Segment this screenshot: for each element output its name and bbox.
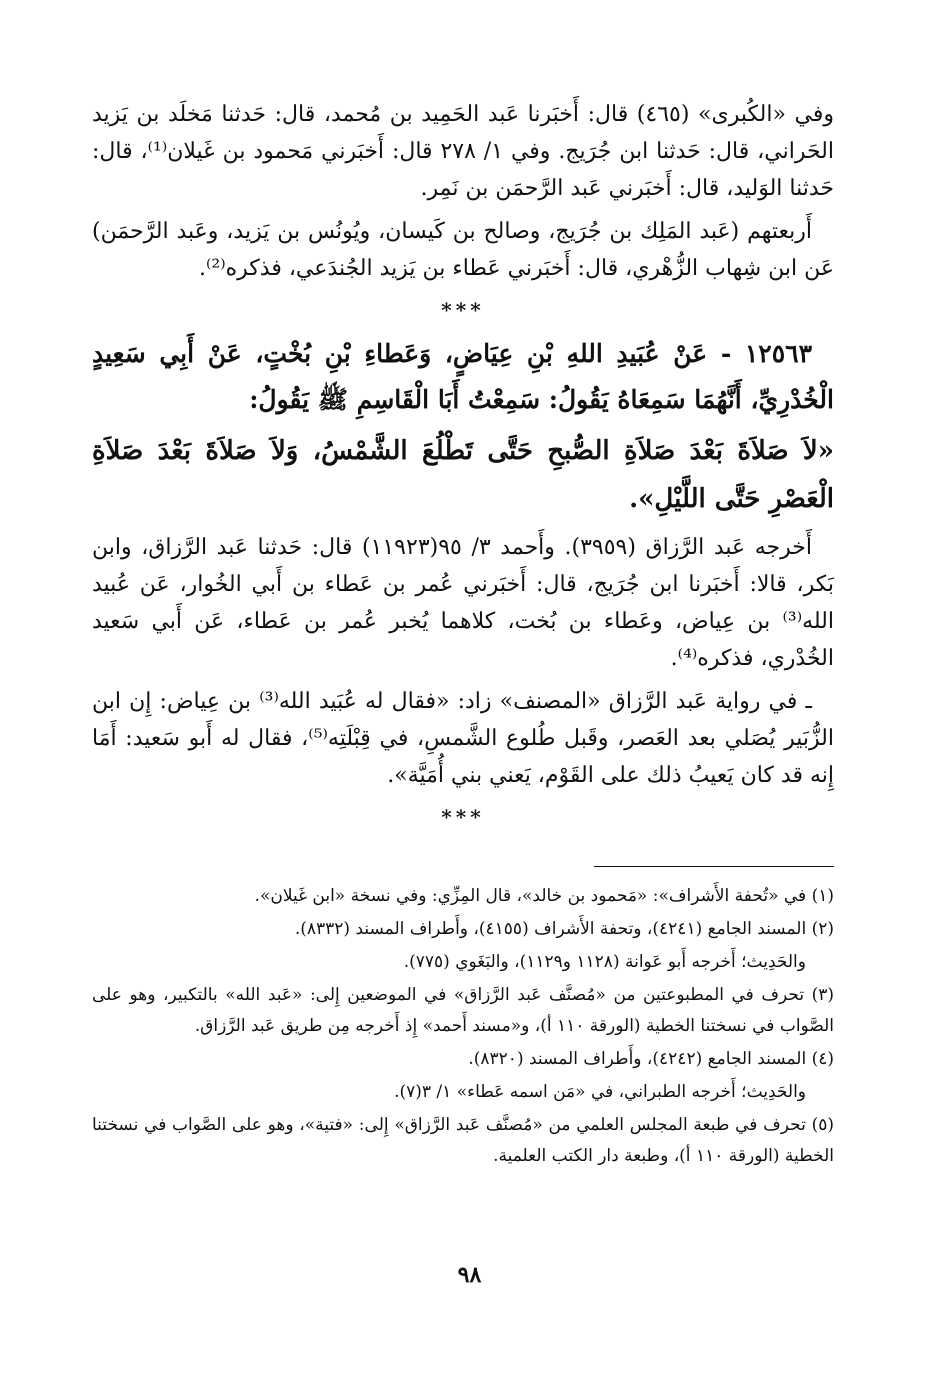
footnote-3: (٣) تحرف في المطبوعتين من «مُصنَّف عَبد الرَّزاق» في الموضعين إِلى: «عَبد الله» بالتكبير، وهو على الصَّواب في نسختنا الخطية (الورقة ١١٠ أ)، و«مسند أَحمد» إِذ أَخرجه مِن طريق عَبد الرَّزاق. [92,985,834,1036]
footnote-divider [594,866,834,867]
page-content [92,96,834,1174]
section-separator: *** [441,805,485,829]
paragraph-takhrij: أَخرجه عَبد الرَّزاق (٣٩٥٩). وأَحمد ٣/ ٩٥(١١٩٢٣) قال: حَدثنا عَبد الرَّزاق، وابن بَكر، قالا: أَخبَرنا ابن جُرَيج، قال: أَخبَرني عُمر بن عَطاء بن أَبي الخُوار، عَن عُبيد الله⁽³⁾ بن عِياض، وعَطاء بن بُخت، كلاهما يُخبر عُمر بن عَطاء، عَن أَبي سَعيد الخُدْري، فذكره⁽⁴⁾. [92,535,834,671]
paragraph-riwaya: ـ في رواية عَبد الرَّزاق «المصنف» زاد: «فقال له عُبَيد الله⁽³⁾ بن عِياض: إِن ابن الزُّبَير يُصَلي بعد العَصر، وقَبل طُلوع الشَّمسِ، في قِبْلَتِه⁽⁵⁾، فقال له أَبو سَعيد: أَمَا إِنه قد كان يَعيبُ ذلك على القَوْم، يَعني بني أُمَيَّة». [92,689,834,788]
footnotes [92,881,834,1172]
footnote-4-continuation: والحَدِيث؛ أَخرجه الطبراني، في «مَن اسمه عَطاء» ١/ ٣(٧). [394,1082,806,1102]
paragraph-isnad-1: وفي «الكُبرى» (٤٦٥) قال: أَخبَرنا عَبد الحَمِيد بن مُحمد، قال: حَدثنا مَخلَد بن يَزيد الحَراني، قال: حَدثنا ابن جُرَيج. وفي ١/ ٢٧٨ قال: أَخبَرني مَحمود بن غَيلان⁽¹⁾، قال: حَدثنا الوَليد، قال: أَخبَرني عَبد الرَّحمَن بن نَمِر. [92,102,834,201]
footnote-1: (١) في «تُحفة الأَشراف»: «مَحمود بن خالد»، قال المِزِّي: وفي نسخة «ابن غَيلان». [254,886,834,906]
page-number: ٩٨ [457,1262,482,1288]
footnote-5: (٥) تحرف في طبعة المجلس العلمي من «مُصنَّف عَبد الرَّزاق» إِلى: «فتية»، وهو على الصَّواب في نسختنا الخطية (الورقة ١١٠ أ)، وطبعة دار الكتب العلمية. [92,1115,834,1166]
footnote-2: (٢) المسند الجامع (٤٢٤١)، وتحفة الأَشراف (٤١٥٥)، وأَطراف المسند (٨٣٣٢). [294,919,834,939]
hadith-text: «لاَ صَلاَةَ بَعْدَ صَلاَةِ الصُّبحِ حَتَّى تَطْلُعَ الشَّمْسُ، وَلاَ صَلاَةَ بَعْدَ صَلاَةِ الْعَصْرِ حَتَّى اللَّيْلِ». [92,436,834,514]
section-separator: *** [441,298,485,322]
footnote-4: (٤) المسند الجامع (٤٢٤٢)، وأَطراف المسند (٨٣٢٠). [468,1049,834,1069]
paragraph-isnad-2: أَربعتهم (عَبد المَلِك بن جُرَيج، وصالح بن كَيسان، ويُونُس بن يَزيد، وعَبد الرَّحمَن) عَن ابن شِهاب الزُّهْري، قال: أَخبَرني عَطاء بن يَزيد الجُندَعي، فذكره⁽²⁾. [92,219,834,281]
hadith-heading: ١٢٥٦٣ - عَنْ عُبَيدِ اللهِ بْنِ عِيَاضٍ، وَعَطاءِ بْنِ بُخْتٍ، عَنْ أَبِي سَعِيدٍ الْخُدْرِيِّ، أَنَّهُمَا سَمِعَاهُ يَقُولُ: سَمِعْتُ أَبَا الْقَاسِمِ ﷺ يَقُولُ: [92,339,834,414]
footnote-2-continuation: والحَدِيث؛ أَخرجه أَبو عَوانة (١١٢٨ و١١٢٩)، والبَغَوي (٧٧٥). [403,952,806,972]
